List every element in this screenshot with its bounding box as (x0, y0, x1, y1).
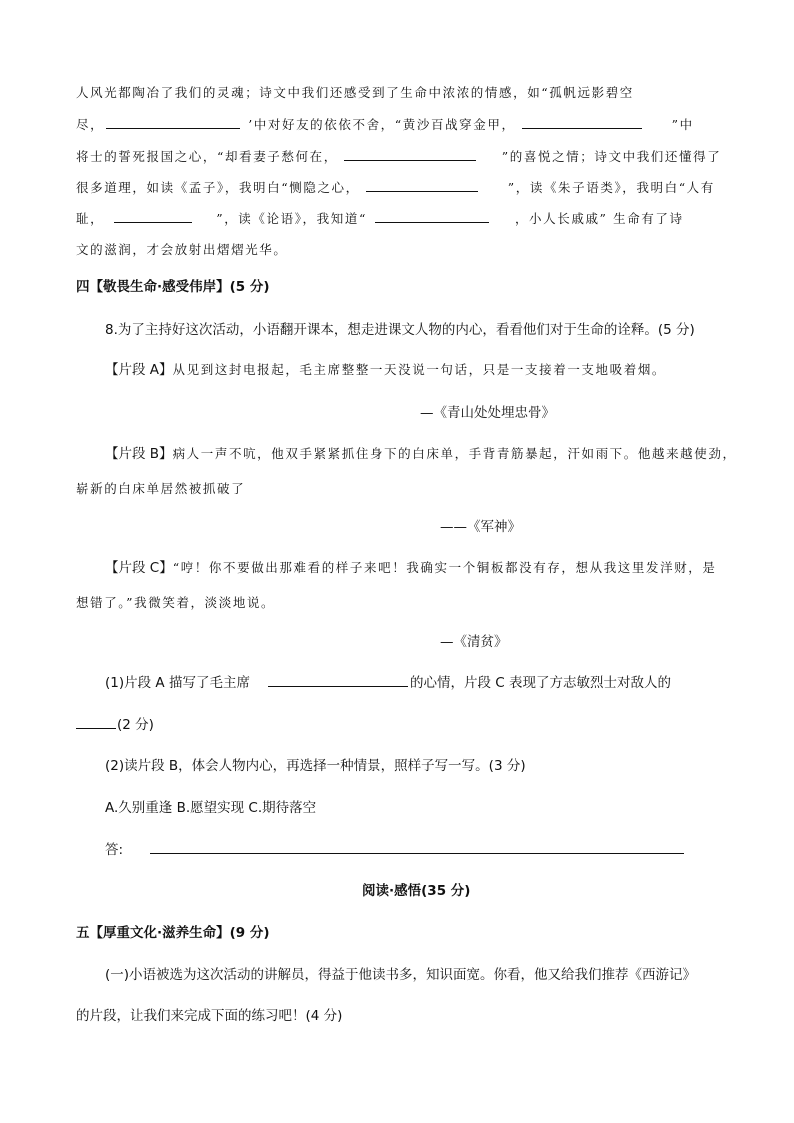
options: A.久别重逢 B.愿望实现 C.期待落空 (105, 800, 317, 816)
intro-line-2-c: ”中 (671, 117, 694, 132)
reading-heading: 阅读·感悟(35 分) (362, 883, 471, 899)
fill-blank-6[interactable] (375, 210, 489, 223)
fill-blank-5[interactable] (114, 210, 192, 223)
fragment-c-label: 【片段 C】 (105, 560, 173, 576)
intro-line-5 (76, 209, 684, 227)
fragment-c-text-2: 想错了。”我微笑着，淡淡地说。 (76, 595, 276, 610)
subquestion-1 (105, 671, 671, 691)
fill-blank-1[interactable] (106, 116, 240, 129)
fragment-b-text-1: 病人一声不吭，他双手紧紧抓住身下的白床单，手背青筋暴起，汗如雨下。他越来越使劲， (172, 446, 737, 461)
fragment-a-source: —《青山处处埋忠骨》 (420, 405, 555, 421)
fill-blank-8[interactable] (76, 716, 116, 729)
intro-line-4-b: ”，读《朱子语类》，我明白“人有 (507, 180, 715, 195)
subquestion-1-a: (1)片段 A 描写了毛主席 (105, 675, 250, 691)
fragment-a-text: 从见到这封电报起，毛主席整整一天没说一句话，只是一支接着一支地吸着烟。 (172, 362, 667, 377)
intro-line-5-c: ，小人长戚戚” 生命有了诗 (514, 211, 684, 226)
question-8: 8.为了主持好这次活动，小语翻开课本，想走进课文人物的内心，看看他们对于生命的诠释。(5 分) (105, 322, 695, 338)
intro-line-6: 文的滋润，才会放射出熠熠光华。 (76, 242, 288, 257)
section-4-heading: 四【敬畏生命·感受伟岸】(5 分) (76, 279, 270, 295)
fill-blank-4[interactable] (366, 179, 478, 192)
fragment-b-source: ——《军神》 (440, 519, 521, 535)
section-5-para-2: 的片段，让我们来完成下面的练习吧！(4 分) (76, 1008, 343, 1024)
fill-blank-2[interactable] (522, 116, 642, 129)
fragment-c-line-1 (105, 556, 717, 576)
fragment-c-text-1: “哼！你不要做出那难看的样子来吧！我确实一个铜板都没有存，想从我这里发洋财，是 (172, 560, 717, 575)
subquestion-1-b: 的心情，片段 C 表现了方志敏烈士对敌人的 (409, 675, 671, 691)
intro-line-5-b: ”，读《论语》，我知道“ (216, 211, 367, 226)
subquestion-1-score: (2 分) (117, 717, 154, 733)
fragment-a (105, 358, 666, 378)
fragment-c-source: —《清贫》 (440, 634, 508, 650)
fragment-a-label: 【片段 A】 (105, 362, 173, 378)
intro-line-2-a: 尽， (76, 117, 105, 132)
intro-line-5-a: 耻， (76, 211, 105, 226)
intro-line-3-b: ”的喜悦之情；诗文中我们还懂得了 (501, 149, 722, 164)
intro-line-3 (76, 147, 721, 165)
intro-line-2-b: ’中对好友的依依不舍，“黄沙百战穿金甲， (248, 117, 516, 132)
subquestion-2: (2)读片段 B，体会人物内心，再选择一种情景，照样子写一写。(3 分) (105, 758, 526, 774)
fragment-b-line-1 (105, 442, 737, 462)
section-5-para-1: (一)小语被选为这次活动的讲解员，得益于他读书多，知识面宽。你看，他又给我们推荐《西游记》 (105, 967, 697, 983)
intro-line-2 (76, 115, 694, 133)
fragment-b-label: 【片段 B】 (105, 446, 173, 462)
subquestion-1-line-2 (76, 713, 154, 733)
answer-label: 答: (105, 842, 124, 858)
intro-line-1: 人风光都陶冶了我们的灵魂；诗文中我们还感受到了生命中浓浓的情感，如“孤帆远影碧空 (76, 85, 634, 100)
answer-line[interactable] (150, 853, 684, 854)
fragment-b-text-2: 崭新的白床单居然被抓破了 (76, 481, 246, 496)
section-5-heading: 五【厚重文化·滋养生命】(9 分) (76, 925, 270, 941)
fill-blank-7[interactable] (268, 674, 408, 687)
fill-blank-3[interactable] (344, 148, 476, 161)
intro-line-3-a: 将士的誓死报国之心，“却看妻子愁何在， (76, 149, 338, 164)
intro-line-4 (76, 178, 715, 196)
intro-line-4-a: 很多道理，如读《孟子》，我明白“恻隐之心， (76, 180, 360, 195)
